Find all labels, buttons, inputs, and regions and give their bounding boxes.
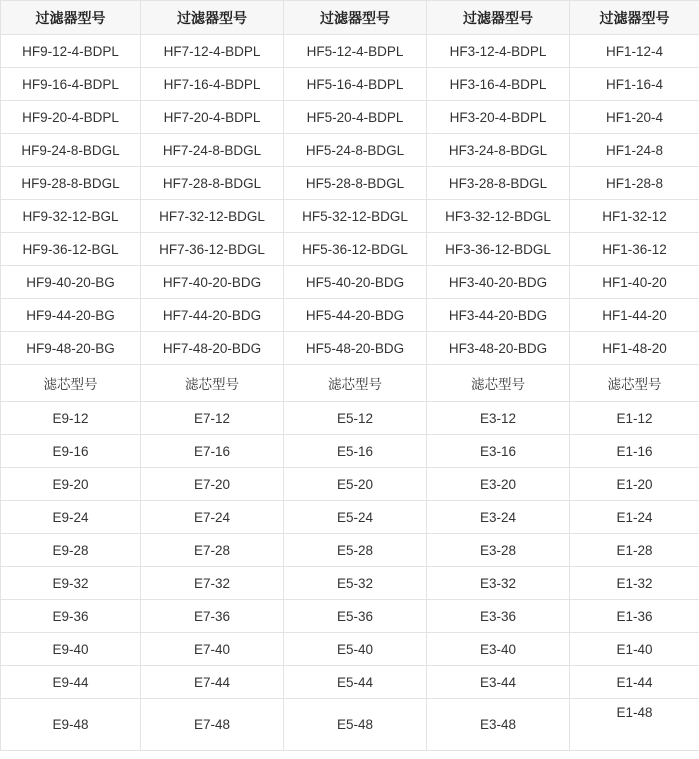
element-model-cell: E5-32: [284, 567, 427, 600]
element-model-cell: E7-48: [141, 699, 284, 751]
filter-model-cell: HF3-44-20-BDG: [427, 299, 570, 332]
filter-model-cell: HF5-12-4-BDPL: [284, 35, 427, 68]
element-model-cell: E7-20: [141, 468, 284, 501]
filter-model-cell: HF1-40-20: [570, 266, 699, 299]
filter-model-cell: HF1-24-8: [570, 134, 699, 167]
filter-model-cell: HF3-12-4-BDPL: [427, 35, 570, 68]
table-row: [1, 402, 699, 435]
column-header-element-3: 滤芯型号: [284, 365, 427, 402]
element-model-cell: E9-20: [1, 468, 141, 501]
filter-model-cell: HF5-24-8-BDGL: [284, 134, 427, 167]
filter-model-cell: HF7-32-12-BDGL: [141, 200, 284, 233]
table-row: [1, 68, 699, 101]
table-row: [1, 200, 699, 233]
filter-model-cell: HF7-24-8-BDGL: [141, 134, 284, 167]
filter-model-cell: HF9-44-20-BG: [1, 299, 141, 332]
filter-model-cell: HF1-20-4: [570, 101, 699, 134]
filter-model-cell: HF3-20-4-BDPL: [427, 101, 570, 134]
filter-model-cell: HF9-36-12-BGL: [1, 233, 141, 266]
table-row: [1, 666, 699, 699]
table-row: [1, 435, 699, 468]
column-header-filter-1: 过滤器型号: [1, 1, 141, 35]
element-model-cell: E3-48: [427, 699, 570, 751]
column-header-element-2: 滤芯型号: [141, 365, 284, 402]
filter-model-cell: HF3-16-4-BDPL: [427, 68, 570, 101]
table-row: [1, 633, 699, 666]
filter-model-cell: HF9-48-20-BG: [1, 332, 141, 365]
table-row: [1, 600, 699, 633]
element-model-cell: E9-40: [1, 633, 141, 666]
element-model-cell: E3-24: [427, 501, 570, 534]
filter-model-cell: HF5-48-20-BDG: [284, 332, 427, 365]
filter-model-cell: HF5-16-4-BDPL: [284, 68, 427, 101]
element-model-cell: E5-16: [284, 435, 427, 468]
element-model-cell: E3-20: [427, 468, 570, 501]
element-model-cell: E9-44: [1, 666, 141, 699]
element-model-cell: E9-24: [1, 501, 141, 534]
element-model-cell: E7-36: [141, 600, 284, 633]
filter-model-cell: HF1-28-8: [570, 167, 699, 200]
element-model-cell: E9-36: [1, 600, 141, 633]
filter-model-cell: HF7-40-20-BDG: [141, 266, 284, 299]
column-header-filter-5: 过滤器型号: [570, 1, 699, 35]
column-header-element-1: 滤芯型号: [1, 365, 141, 402]
filter-model-cell: HF3-40-20-BDG: [427, 266, 570, 299]
element-model-cell: E7-24: [141, 501, 284, 534]
column-header-element-5: 滤芯型号: [570, 365, 699, 402]
table-row: [1, 468, 699, 501]
element-model-cell: E3-36: [427, 600, 570, 633]
table-row: [1, 534, 699, 567]
filter-model-cell: HF7-44-20-BDG: [141, 299, 284, 332]
element-model-cell: E1-48: [570, 699, 699, 751]
table-row: [1, 332, 699, 365]
element-model-cell: E1-40: [570, 633, 699, 666]
table-row: [1, 167, 699, 200]
table-row: [1, 299, 699, 332]
table-row: [1, 233, 699, 266]
filter-model-cell: HF9-28-8-BDGL: [1, 167, 141, 200]
element-model-cell: E1-28: [570, 534, 699, 567]
element-model-cell: E1-12: [570, 402, 699, 435]
filter-model-cell: HF1-32-12: [570, 200, 699, 233]
column-header-element-4: 滤芯型号: [427, 365, 570, 402]
filter-model-cell: HF5-28-8-BDGL: [284, 167, 427, 200]
filter-model-cell: HF7-16-4-BDPL: [141, 68, 284, 101]
filter-model-cell: HF3-28-8-BDGL: [427, 167, 570, 200]
filter-model-cell: HF5-20-4-BDPL: [284, 101, 427, 134]
element-model-cell: E1-36: [570, 600, 699, 633]
filter-model-cell: HF9-20-4-BDPL: [1, 101, 141, 134]
filter-model-cell: HF1-12-4: [570, 35, 699, 68]
filter-model-cell: HF9-12-4-BDPL: [1, 35, 141, 68]
filter-model-cell: HF7-48-20-BDG: [141, 332, 284, 365]
filter-model-cell: HF1-16-4: [570, 68, 699, 101]
table-header-row-filter: [1, 1, 699, 35]
filter-model-cell: HF3-24-8-BDGL: [427, 134, 570, 167]
element-model-cell: E5-12: [284, 402, 427, 435]
element-model-cell: E7-32: [141, 567, 284, 600]
filter-model-cell: HF5-44-20-BDG: [284, 299, 427, 332]
element-model-cell: E5-44: [284, 666, 427, 699]
filter-model-cell: HF5-40-20-BDG: [284, 266, 427, 299]
element-model-cell: E1-24: [570, 501, 699, 534]
filter-model-cell: HF7-28-8-BDGL: [141, 167, 284, 200]
element-model-cell: E1-44: [570, 666, 699, 699]
element-model-cell: E5-24: [284, 501, 427, 534]
table-row: [1, 101, 699, 134]
element-model-cell: E7-12: [141, 402, 284, 435]
element-model-cell: E5-36: [284, 600, 427, 633]
filter-model-cell: HF5-36-12-BDGL: [284, 233, 427, 266]
table-row: [1, 567, 699, 600]
filter-model-cell: HF1-36-12: [570, 233, 699, 266]
element-model-cell: E1-20: [570, 468, 699, 501]
filter-model-cell: HF9-40-20-BG: [1, 266, 141, 299]
table-row: [1, 266, 699, 299]
element-model-cell: E7-44: [141, 666, 284, 699]
filter-model-cell: HF9-16-4-BDPL: [1, 68, 141, 101]
column-header-filter-4: 过滤器型号: [427, 1, 570, 35]
element-model-cell: E7-28: [141, 534, 284, 567]
element-model-cell: E3-44: [427, 666, 570, 699]
element-model-cell: E9-48: [1, 699, 141, 751]
filter-model-cell: HF3-48-20-BDG: [427, 332, 570, 365]
element-model-cell: E5-20: [284, 468, 427, 501]
column-header-filter-3: 过滤器型号: [284, 1, 427, 35]
element-model-cell: E9-28: [1, 534, 141, 567]
element-model-cell: E3-16: [427, 435, 570, 468]
filter-model-cell: HF9-24-8-BDGL: [1, 134, 141, 167]
element-model-cell: E5-48: [284, 699, 427, 751]
element-model-cell: E3-40: [427, 633, 570, 666]
element-model-cell: E1-32: [570, 567, 699, 600]
element-model-cell: E3-12: [427, 402, 570, 435]
element-model-cell: E9-32: [1, 567, 141, 600]
element-model-cell: E9-12: [1, 402, 141, 435]
filter-model-cell: HF1-48-20: [570, 332, 699, 365]
filter-model-cell: HF9-32-12-BGL: [1, 200, 141, 233]
filter-model-cell: HF3-36-12-BDGL: [427, 233, 570, 266]
table-row: [1, 501, 699, 534]
filter-model-cell: HF7-20-4-BDPL: [141, 101, 284, 134]
filter-model-cell: HF7-12-4-BDPL: [141, 35, 284, 68]
table-row: [1, 35, 699, 68]
element-model-cell: E3-32: [427, 567, 570, 600]
column-header-filter-2: 过滤器型号: [141, 1, 284, 35]
table-body: [1, 1, 699, 751]
filter-model-cell: HF3-32-12-BDGL: [427, 200, 570, 233]
element-model-cell: E9-16: [1, 435, 141, 468]
table-header-row-element: [1, 365, 699, 402]
element-model-cell: E5-28: [284, 534, 427, 567]
filter-model-cell: HF5-32-12-BDGL: [284, 200, 427, 233]
table-row: [1, 699, 699, 751]
filter-model-cell: HF7-36-12-BDGL: [141, 233, 284, 266]
element-model-cell: E7-40: [141, 633, 284, 666]
filter-model-cell: HF1-44-20: [570, 299, 699, 332]
element-model-cell: E5-40: [284, 633, 427, 666]
element-model-cell: E3-28: [427, 534, 570, 567]
element-model-cell: E7-16: [141, 435, 284, 468]
table-row: [1, 134, 699, 167]
element-model-cell: E1-16: [570, 435, 699, 468]
